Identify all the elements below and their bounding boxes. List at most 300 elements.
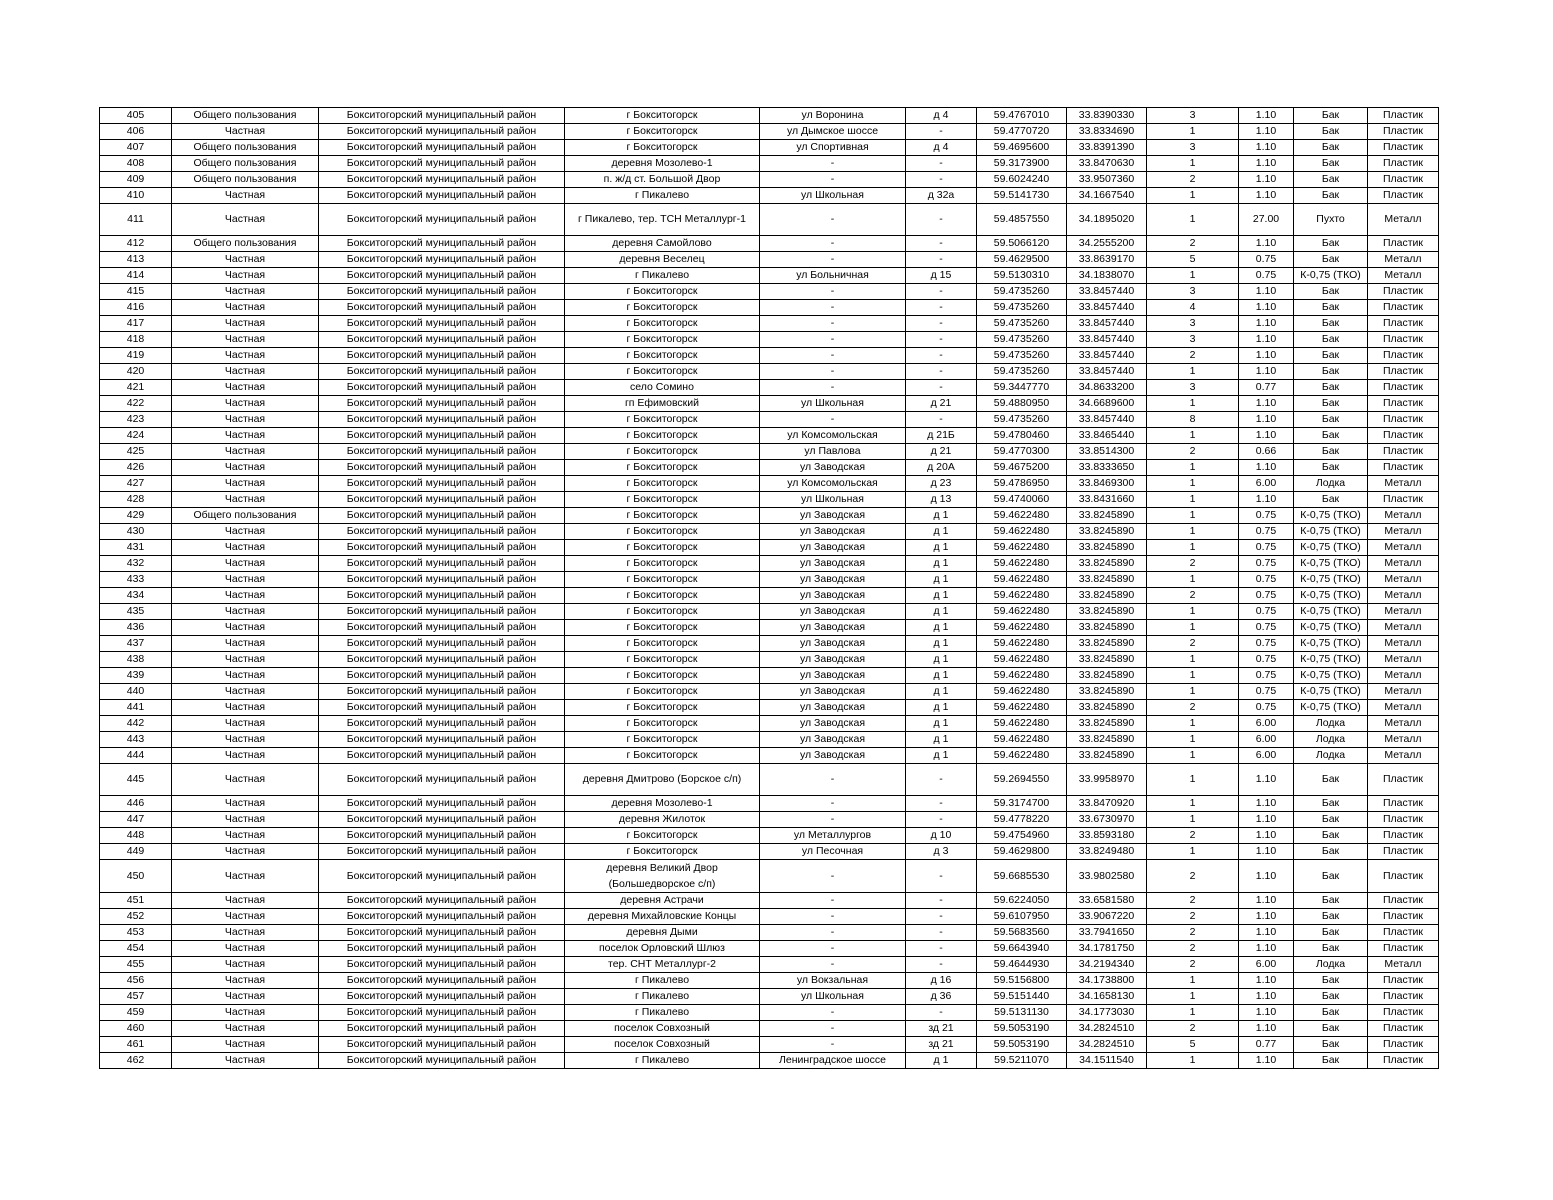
cell-longitude: 34.1511540: [1067, 1053, 1147, 1069]
cell-ownership-type: Частная: [172, 588, 319, 604]
cell-ownership-type: Частная: [172, 684, 319, 700]
cell-row-number: 425: [100, 444, 172, 460]
cell-container-count: 2: [1147, 957, 1239, 973]
cell-row-number: 436: [100, 620, 172, 636]
cell-latitude: 59.4622480: [977, 636, 1067, 652]
cell-ownership-type: Частная: [172, 332, 319, 348]
cell-container-material: Металл: [1368, 540, 1439, 556]
cell-container-material: Металл: [1368, 620, 1439, 636]
cell-container-volume: 1.10: [1239, 989, 1294, 1005]
cell-row-number: 440: [100, 684, 172, 700]
cell-municipal-district: Бокситогорский муниципальный район: [319, 396, 565, 412]
cell-container-volume: 1.10: [1239, 796, 1294, 812]
cell-latitude: 59.4675200: [977, 460, 1067, 476]
cell-container-count: 1: [1147, 476, 1239, 492]
cell-ownership-type: Частная: [172, 556, 319, 572]
cell-row-number: 450: [100, 860, 172, 893]
cell-street: -: [760, 172, 906, 188]
cell-container-type: К-0,75 (ТКО): [1294, 684, 1368, 700]
cell-container-count: 3: [1147, 380, 1239, 396]
cell-row-number: 418: [100, 332, 172, 348]
cell-latitude: 59.4622480: [977, 604, 1067, 620]
cell-ownership-type: Частная: [172, 540, 319, 556]
cell-settlement: г Бокситогорск: [565, 700, 760, 716]
cell-container-material: Металл: [1368, 748, 1439, 764]
cell-latitude: 59.4622480: [977, 588, 1067, 604]
cell-settlement: г Пикалево, тер. ТСН Металлург-1: [565, 204, 760, 236]
cell-container-type: Бак: [1294, 444, 1368, 460]
cell-latitude: 59.4740060: [977, 492, 1067, 508]
cell-settlement: г Бокситогорск: [565, 508, 760, 524]
table-row: [100, 764, 1439, 796]
cell-container-volume: 1.10: [1239, 348, 1294, 364]
table-row: [100, 909, 1439, 925]
cell-ownership-type: Частная: [172, 620, 319, 636]
cell-latitude: 59.4735260: [977, 332, 1067, 348]
cell-longitude: 33.8245890: [1067, 668, 1147, 684]
cell-container-count: 3: [1147, 140, 1239, 156]
cell-container-volume: 1.10: [1239, 973, 1294, 989]
table-row: [100, 412, 1439, 428]
cell-container-material: Металл: [1368, 716, 1439, 732]
cell-container-count: 3: [1147, 284, 1239, 300]
cell-longitude: 33.8245890: [1067, 604, 1147, 620]
table-row: [100, 748, 1439, 764]
table-row: [100, 428, 1439, 444]
cell-container-volume: 6.00: [1239, 476, 1294, 492]
cell-building: д 1: [906, 668, 977, 684]
cell-ownership-type: Общего пользования: [172, 156, 319, 172]
cell-container-type: Бак: [1294, 893, 1368, 909]
cell-municipal-district: Бокситогорский муниципальный район: [319, 812, 565, 828]
cell-row-number: 439: [100, 668, 172, 684]
cell-row-number: 413: [100, 252, 172, 268]
cell-latitude: 59.4770300: [977, 444, 1067, 460]
cell-street: Ленинградское шоссе: [760, 1053, 906, 1069]
cell-municipal-district: Бокситогорский муниципальный район: [319, 764, 565, 796]
cell-settlement: г Бокситогорск: [565, 364, 760, 380]
cell-settlement: г Бокситогорск: [565, 300, 760, 316]
table-row: [100, 636, 1439, 652]
cell-longitude: 33.8245890: [1067, 620, 1147, 636]
cell-container-count: 3: [1147, 332, 1239, 348]
cell-latitude: 59.4622480: [977, 572, 1067, 588]
cell-building: д 1: [906, 588, 977, 604]
cell-municipal-district: Бокситогорский муниципальный район: [319, 748, 565, 764]
cell-building: д 1: [906, 732, 977, 748]
cell-building: д 21Б: [906, 428, 977, 444]
cell-street: -: [760, 332, 906, 348]
cell-latitude: 59.6643940: [977, 941, 1067, 957]
cell-building: -: [906, 156, 977, 172]
cell-municipal-district: Бокситогорский муниципальный район: [319, 412, 565, 428]
cell-municipal-district: Бокситогорский муниципальный район: [319, 844, 565, 860]
cell-row-number: 435: [100, 604, 172, 620]
cell-settlement: деревня Михайловские Концы: [565, 909, 760, 925]
cell-container-count: 1: [1147, 188, 1239, 204]
registry-table: [99, 107, 1439, 1069]
cell-longitude: 33.8245890: [1067, 748, 1147, 764]
table-row: [100, 364, 1439, 380]
cell-longitude: 34.1838070: [1067, 268, 1147, 284]
table-row: [100, 540, 1439, 556]
cell-building: д 1: [906, 524, 977, 540]
cell-container-volume: 1.10: [1239, 412, 1294, 428]
cell-building: -: [906, 1005, 977, 1021]
cell-row-number: 429: [100, 508, 172, 524]
cell-building: д 1: [906, 604, 977, 620]
cell-container-material: Пластик: [1368, 364, 1439, 380]
cell-municipal-district: Бокситогорский муниципальный район: [319, 973, 565, 989]
cell-row-number: 452: [100, 909, 172, 925]
table-row: [100, 812, 1439, 828]
cell-settlement: г Бокситогорск: [565, 412, 760, 428]
cell-container-type: Пухто: [1294, 204, 1368, 236]
cell-longitude: 33.8639170: [1067, 252, 1147, 268]
cell-ownership-type: Частная: [172, 124, 319, 140]
cell-settlement: г Бокситогорск: [565, 716, 760, 732]
cell-settlement: г Бокситогорск: [565, 284, 760, 300]
cell-building: -: [906, 796, 977, 812]
cell-container-material: Металл: [1368, 684, 1439, 700]
cell-municipal-district: Бокситогорский муниципальный район: [319, 716, 565, 732]
cell-row-number: 430: [100, 524, 172, 540]
cell-container-material: Пластик: [1368, 140, 1439, 156]
cell-container-count: 1: [1147, 540, 1239, 556]
cell-ownership-type: Общего пользования: [172, 140, 319, 156]
cell-settlement: г Бокситогорск: [565, 620, 760, 636]
cell-building: -: [906, 412, 977, 428]
cell-row-number: 417: [100, 316, 172, 332]
cell-settlement: поселок Орловский Шлюз: [565, 941, 760, 957]
cell-container-type: К-0,75 (ТКО): [1294, 652, 1368, 668]
cell-municipal-district: Бокситогорский муниципальный район: [319, 348, 565, 364]
cell-municipal-district: Бокситогорский муниципальный район: [319, 909, 565, 925]
cell-container-material: Пластик: [1368, 941, 1439, 957]
cell-settlement: гп Ефимовский: [565, 396, 760, 412]
cell-container-material: Металл: [1368, 524, 1439, 540]
cell-container-volume: 0.75: [1239, 636, 1294, 652]
cell-latitude: 59.6107950: [977, 909, 1067, 925]
table-row: [100, 236, 1439, 252]
cell-longitude: 33.9802580: [1067, 860, 1147, 893]
cell-latitude: 59.4778220: [977, 812, 1067, 828]
cell-building: -: [906, 909, 977, 925]
cell-longitude: 33.8245890: [1067, 716, 1147, 732]
cell-street: -: [760, 1037, 906, 1053]
cell-longitude: 34.6689600: [1067, 396, 1147, 412]
cell-settlement: г Бокситогорск: [565, 572, 760, 588]
cell-building: -: [906, 860, 977, 893]
cell-container-material: Металл: [1368, 268, 1439, 284]
cell-row-number: 453: [100, 925, 172, 941]
cell-container-type: Бак: [1294, 156, 1368, 172]
cell-settlement: деревня Великий Двор (Большедворское с/п): [565, 860, 760, 893]
cell-ownership-type: Частная: [172, 973, 319, 989]
table-body: [100, 108, 1439, 1069]
cell-longitude: 33.8470630: [1067, 156, 1147, 172]
cell-municipal-district: Бокситогорский муниципальный район: [319, 860, 565, 893]
cell-container-type: Бак: [1294, 1037, 1368, 1053]
cell-settlement: г Бокситогорск: [565, 684, 760, 700]
cell-container-type: Бак: [1294, 844, 1368, 860]
cell-longitude: 33.8334690: [1067, 124, 1147, 140]
cell-municipal-district: Бокситогорский муниципальный район: [319, 572, 565, 588]
table-row: [100, 1053, 1439, 1069]
cell-row-number: 407: [100, 140, 172, 156]
cell-ownership-type: Частная: [172, 764, 319, 796]
table-row: [100, 156, 1439, 172]
cell-building: -: [906, 236, 977, 252]
cell-settlement: г Бокситогорск: [565, 748, 760, 764]
cell-street: -: [760, 236, 906, 252]
cell-building: зд 21: [906, 1021, 977, 1037]
cell-container-volume: 27.00: [1239, 204, 1294, 236]
cell-ownership-type: Частная: [172, 652, 319, 668]
cell-container-type: Бак: [1294, 236, 1368, 252]
cell-container-material: Пластик: [1368, 460, 1439, 476]
cell-settlement: г Бокситогорск: [565, 652, 760, 668]
cell-container-type: Бак: [1294, 1005, 1368, 1021]
cell-municipal-district: Бокситогорский муниципальный район: [319, 668, 565, 684]
cell-row-number: 422: [100, 396, 172, 412]
cell-building: -: [906, 364, 977, 380]
cell-container-count: 2: [1147, 828, 1239, 844]
cell-container-volume: 0.75: [1239, 652, 1294, 668]
cell-container-type: Бак: [1294, 1053, 1368, 1069]
cell-container-type: Бак: [1294, 460, 1368, 476]
cell-municipal-district: Бокситогорский муниципальный район: [319, 652, 565, 668]
cell-latitude: 59.5130310: [977, 268, 1067, 284]
cell-ownership-type: Частная: [172, 380, 319, 396]
cell-container-material: Пластик: [1368, 764, 1439, 796]
cell-container-volume: 6.00: [1239, 748, 1294, 764]
cell-container-type: К-0,75 (ТКО): [1294, 556, 1368, 572]
cell-latitude: 59.4735260: [977, 300, 1067, 316]
cell-container-count: 1: [1147, 973, 1239, 989]
cell-building: -: [906, 284, 977, 300]
cell-ownership-type: Общего пользования: [172, 172, 319, 188]
cell-street: ул Воронина: [760, 108, 906, 124]
cell-longitude: 33.8470920: [1067, 796, 1147, 812]
cell-ownership-type: Частная: [172, 636, 319, 652]
cell-container-type: Бак: [1294, 380, 1368, 396]
table-row: [100, 380, 1439, 396]
cell-municipal-district: Бокситогорский муниципальный район: [319, 604, 565, 620]
cell-settlement: г Бокситогорск: [565, 556, 760, 572]
cell-row-number: 410: [100, 188, 172, 204]
cell-container-type: Бак: [1294, 108, 1368, 124]
cell-row-number: 423: [100, 412, 172, 428]
table-row: [100, 700, 1439, 716]
cell-ownership-type: Частная: [172, 812, 319, 828]
cell-container-material: Пластик: [1368, 108, 1439, 124]
cell-container-material: Пластик: [1368, 316, 1439, 332]
cell-latitude: 59.4622480: [977, 684, 1067, 700]
cell-latitude: 59.3173900: [977, 156, 1067, 172]
table-row: [100, 300, 1439, 316]
cell-container-material: Металл: [1368, 508, 1439, 524]
cell-building: д 1: [906, 636, 977, 652]
cell-ownership-type: Частная: [172, 1053, 319, 1069]
cell-container-material: Пластик: [1368, 332, 1439, 348]
cell-container-count: 4: [1147, 300, 1239, 316]
cell-street: -: [760, 156, 906, 172]
table-row: [100, 140, 1439, 156]
cell-container-count: 2: [1147, 909, 1239, 925]
cell-container-material: Металл: [1368, 556, 1439, 572]
cell-container-volume: 0.75: [1239, 668, 1294, 684]
cell-latitude: 59.4735260: [977, 316, 1067, 332]
cell-container-count: 1: [1147, 1005, 1239, 1021]
cell-municipal-district: Бокситогорский муниципальный район: [319, 732, 565, 748]
cell-longitude: 33.8391390: [1067, 140, 1147, 156]
table-row: [100, 588, 1439, 604]
cell-building: д 4: [906, 140, 977, 156]
cell-container-type: К-0,75 (ТКО): [1294, 572, 1368, 588]
cell-municipal-district: Бокситогорский муниципальный район: [319, 524, 565, 540]
cell-building: -: [906, 941, 977, 957]
table-row: [100, 732, 1439, 748]
table-row: [100, 796, 1439, 812]
cell-container-count: 1: [1147, 156, 1239, 172]
cell-container-volume: 1.10: [1239, 893, 1294, 909]
cell-ownership-type: Общего пользования: [172, 108, 319, 124]
cell-row-number: 426: [100, 460, 172, 476]
cell-row-number: 408: [100, 156, 172, 172]
cell-container-material: Пластик: [1368, 812, 1439, 828]
cell-row-number: 442: [100, 716, 172, 732]
cell-container-type: Лодка: [1294, 476, 1368, 492]
cell-container-material: Пластик: [1368, 300, 1439, 316]
cell-municipal-district: Бокситогорский муниципальный район: [319, 332, 565, 348]
cell-municipal-district: Бокситогорский муниципальный район: [319, 1037, 565, 1053]
cell-ownership-type: Частная: [172, 925, 319, 941]
cell-ownership-type: Частная: [172, 828, 319, 844]
table-row: [100, 172, 1439, 188]
cell-container-material: Металл: [1368, 476, 1439, 492]
cell-settlement: г Бокситогорск: [565, 828, 760, 844]
cell-latitude: 59.4780460: [977, 428, 1067, 444]
cell-container-count: 5: [1147, 1037, 1239, 1053]
cell-longitude: 33.8457440: [1067, 284, 1147, 300]
cell-settlement: г Бокситогорск: [565, 108, 760, 124]
cell-settlement: село Сомино: [565, 380, 760, 396]
cell-row-number: 456: [100, 973, 172, 989]
cell-row-number: 415: [100, 284, 172, 300]
cell-container-count: 2: [1147, 1021, 1239, 1037]
cell-container-count: 1: [1147, 364, 1239, 380]
cell-street: ул Заводская: [760, 668, 906, 684]
cell-street: -: [760, 893, 906, 909]
cell-street: ул Заводская: [760, 604, 906, 620]
cell-ownership-type: Частная: [172, 204, 319, 236]
table-row: [100, 108, 1439, 124]
table-row: [100, 492, 1439, 508]
cell-container-volume: 1.10: [1239, 1005, 1294, 1021]
cell-latitude: 59.4767010: [977, 108, 1067, 124]
cell-container-volume: 1.10: [1239, 140, 1294, 156]
cell-row-number: 405: [100, 108, 172, 124]
cell-container-material: Пластик: [1368, 428, 1439, 444]
cell-municipal-district: Бокситогорский муниципальный район: [319, 620, 565, 636]
cell-row-number: 455: [100, 957, 172, 973]
cell-settlement: г Бокситогорск: [565, 460, 760, 476]
cell-municipal-district: Бокситогорский муниципальный район: [319, 140, 565, 156]
cell-row-number: 432: [100, 556, 172, 572]
table-row: [100, 524, 1439, 540]
cell-street: ул Дымское шоссе: [760, 124, 906, 140]
cell-latitude: 59.4622480: [977, 716, 1067, 732]
cell-ownership-type: Частная: [172, 668, 319, 684]
cell-ownership-type: Частная: [172, 364, 319, 380]
cell-container-count: 1: [1147, 684, 1239, 700]
table-row: [100, 396, 1439, 412]
table-row: [100, 508, 1439, 524]
cell-container-volume: 1.10: [1239, 300, 1294, 316]
cell-municipal-district: Бокситогорский муниципальный район: [319, 476, 565, 492]
cell-building: д 32а: [906, 188, 977, 204]
cell-longitude: 33.8457440: [1067, 332, 1147, 348]
cell-container-volume: 1.10: [1239, 828, 1294, 844]
cell-container-material: Металл: [1368, 252, 1439, 268]
cell-street: ул Школьная: [760, 492, 906, 508]
cell-container-type: Бак: [1294, 396, 1368, 412]
cell-building: д 21: [906, 444, 977, 460]
cell-building: д 15: [906, 268, 977, 284]
cell-row-number: 459: [100, 1005, 172, 1021]
cell-latitude: 59.5683560: [977, 925, 1067, 941]
cell-longitude: 33.8245890: [1067, 508, 1147, 524]
cell-building: д 4: [906, 108, 977, 124]
cell-street: -: [760, 860, 906, 893]
cell-settlement: г Бокситогорск: [565, 588, 760, 604]
table-row: [100, 989, 1439, 1005]
cell-longitude: 34.1658130: [1067, 989, 1147, 1005]
cell-building: д 13: [906, 492, 977, 508]
cell-ownership-type: Частная: [172, 284, 319, 300]
cell-latitude: 59.4622480: [977, 524, 1067, 540]
cell-container-material: Пластик: [1368, 492, 1439, 508]
cell-container-type: К-0,75 (ТКО): [1294, 524, 1368, 540]
cell-container-count: 2: [1147, 556, 1239, 572]
cell-ownership-type: Частная: [172, 796, 319, 812]
cell-municipal-district: Бокситогорский муниципальный район: [319, 108, 565, 124]
cell-longitude: 33.8457440: [1067, 412, 1147, 428]
cell-container-volume: 1.10: [1239, 764, 1294, 796]
cell-container-material: Пластик: [1368, 124, 1439, 140]
cell-street: -: [760, 1005, 906, 1021]
cell-container-count: 1: [1147, 572, 1239, 588]
cell-building: -: [906, 957, 977, 973]
cell-street: ул Заводская: [760, 460, 906, 476]
table-row: [100, 316, 1439, 332]
cell-container-volume: 0.75: [1239, 684, 1294, 700]
cell-container-type: Лодка: [1294, 957, 1368, 973]
cell-container-count: 1: [1147, 428, 1239, 444]
cell-longitude: 33.8245890: [1067, 540, 1147, 556]
cell-street: -: [760, 284, 906, 300]
cell-ownership-type: Частная: [172, 492, 319, 508]
cell-ownership-type: Частная: [172, 252, 319, 268]
cell-container-volume: 0.66: [1239, 444, 1294, 460]
cell-latitude: 59.3447770: [977, 380, 1067, 396]
cell-municipal-district: Бокситогорский муниципальный район: [319, 444, 565, 460]
cell-container-material: Пластик: [1368, 236, 1439, 252]
cell-street: ул Комсомольская: [760, 476, 906, 492]
cell-street: -: [760, 300, 906, 316]
cell-container-volume: 1.10: [1239, 1053, 1294, 1069]
